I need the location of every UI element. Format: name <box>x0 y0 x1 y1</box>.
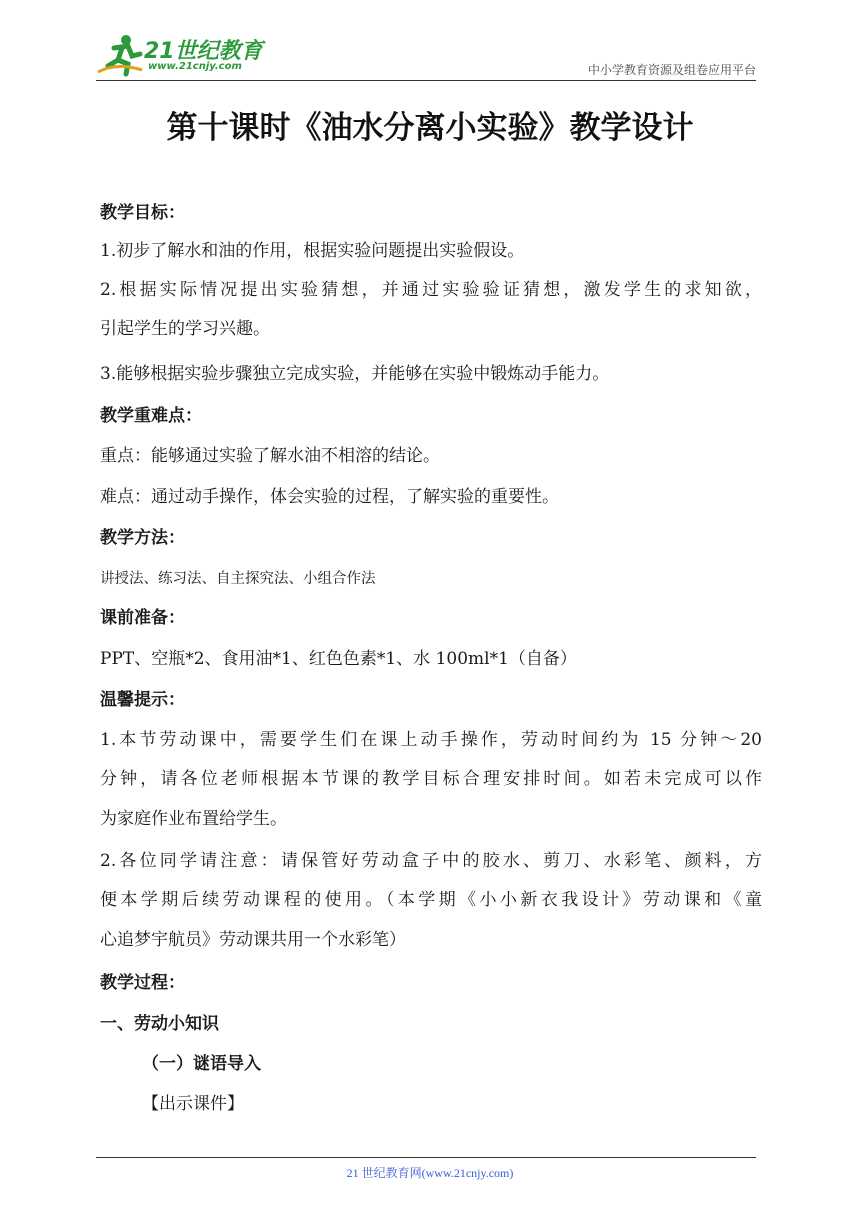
methods-heading: 教学方法： <box>100 528 185 548</box>
show-courseware: 【出示课件】 <box>142 1094 244 1114</box>
key-point: 重点：能够通过实验了解水油不相溶的结论。 <box>100 446 440 466</box>
part-1-heading: 一、劳动小知识 <box>100 1014 219 1034</box>
logo <box>96 30 266 78</box>
header-divider <box>96 80 756 81</box>
difficulty: 难点：通过动手操作，体会实验的过程，了解实验的重要性。 <box>100 487 559 507</box>
runner-logo-icon <box>96 32 144 78</box>
methods: 讲授法、练习法、自主探究法、小组合作法 <box>100 571 376 587</box>
platform-label: 中小学教育资源及组卷应用平台 <box>587 63 756 77</box>
footer-link[interactable]: 21 世纪教育网(www.21cnjy.com) <box>346 1166 514 1180</box>
page-header <box>96 30 756 82</box>
prep-heading: 课前准备： <box>100 608 185 628</box>
tip-1-line-2: 分钟，请各位老师根据本节课的教学目标合理安排时间。如若未完成可以作 <box>100 769 762 789</box>
tip-1-line-3: 为家庭作业布置给学生。 <box>100 809 287 829</box>
process-heading: 教学过程： <box>100 973 185 993</box>
footer-divider <box>96 1157 756 1158</box>
objectives-heading: 教学目标： <box>100 203 185 223</box>
key-points-heading: 教学重难点： <box>100 406 202 426</box>
logo-url: www.21cnjy.com <box>148 61 242 72</box>
objective-2-line-2: 引起学生的学习兴趣。 <box>100 319 270 339</box>
page-title: 第十课时《油水分离小实验》教学设计 <box>166 110 694 146</box>
logo-text: 21世纪教育 <box>144 39 263 64</box>
objective-3: 3.能够根据实验步骤独立完成实验，并能够在实验中锻炼动手能力。 <box>100 364 610 384</box>
prep: PPT、空瓶*2、食用油*1、红色色素*1、水 100ml*1（自备） <box>100 649 577 669</box>
tip-2-line-3: 心追梦宇航员》劳动课共用一个水彩笔） <box>100 930 406 950</box>
tip-2-line-1: 2.各位同学请注意：请保管好劳动盒子中的胶水、剪刀、水彩笔、颜料，方 <box>100 851 762 871</box>
objective-2-line-1: 2.根据实际情况提出实验猜想，并通过实验验证猜想，激发学生的求知欲， <box>100 280 762 300</box>
objective-1: 1.初步了解水和油的作用，根据实验问题提出实验假设。 <box>100 241 525 261</box>
tip-1-line-1: 1.本节劳动课中，需要学生们在课上动手操作，劳动时间约为 15 分钟～20 <box>100 730 762 750</box>
tip-2-line-2: 便本学期后续劳动课程的使用。（本学期《小小新衣我设计》劳动课和《童 <box>100 890 762 910</box>
part-1-1-heading: （一）谜语导入 <box>142 1054 261 1074</box>
tips-heading: 温馨提示： <box>100 690 185 710</box>
